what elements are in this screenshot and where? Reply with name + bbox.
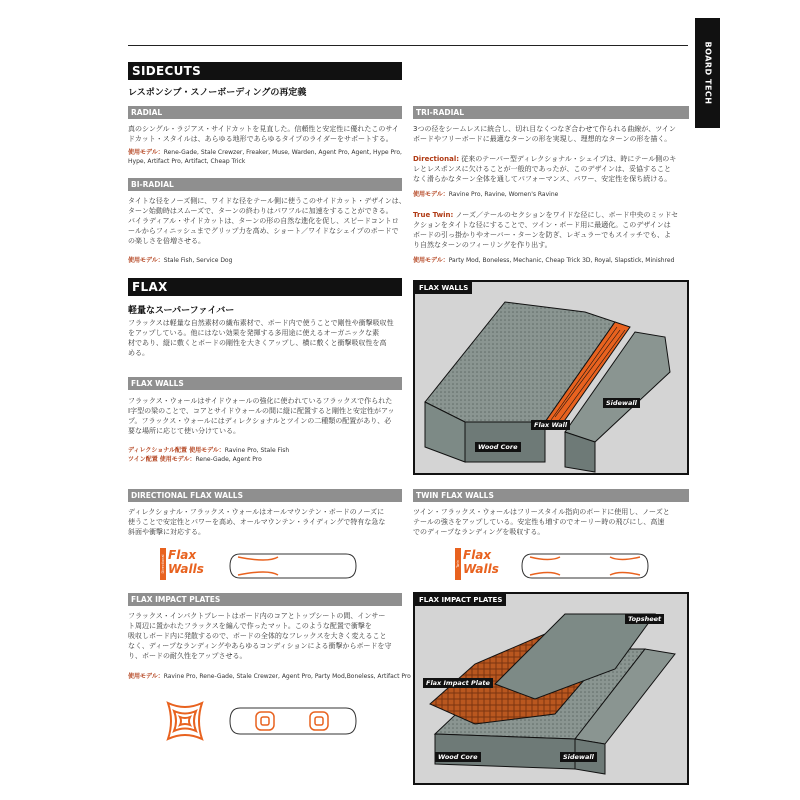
flax-header: FLAX bbox=[128, 278, 402, 296]
radial-text: 真のシングル・ラジアス・サイドカットを見直した。信頼性と安定性に優れたこのサイ ドカット・スタイルは、あらゆる地形であらゆるタイプのライダーをサポートする。 bbox=[128, 125, 399, 143]
radial-header: RADIAL bbox=[128, 106, 402, 119]
twin-flax-walls-logo: Twin Flax Walls bbox=[455, 548, 499, 580]
flax-impact-plates-header: FLAX IMPACT PLATES bbox=[128, 593, 402, 606]
bi-radial-models: 使用モデル：Stale Fish, Service Dog bbox=[128, 257, 233, 264]
radial-models: 使用モデル：Rene-Gade, Stale Crewzer, Freaker, Muse, Warden, Agent Pro, Agent, Hype Pro, Hype, Artifact Pro, Artifact, Cheap Trick bbox=[128, 149, 402, 165]
topsheet-callout: Topsheet bbox=[625, 614, 664, 624]
flax-impact-plates-diagram bbox=[413, 592, 689, 785]
flax-impact-plates-text: フラックス・インパクトプレートはボード内のコアとトップシートの間、インサー ト周辺に置かれたフラックスを編んで作ったマット。このような配置で衝撃を 吸収しボード内に発散するので、ボードの全体的なフレックスを大きく変えること なく、ディープなランディングやあらゆるコンディションによる衝撃からボードを守 り、ボードの耐久性をアップさせる。 bbox=[128, 612, 392, 660]
wood-core-callout-2: Wood Core bbox=[435, 752, 481, 762]
flax-text: フラックスは軽量な自然素材の繊布素材で、ボード内で使うことで剛性や衝撃吸収性 をアップしている。他にはない効果を発揮する多用途に使えるオーガニックな素 材であり、縦に敷くとボードの剛性を大きくアップし、横に敷くと衝撃吸収性を高 める。 bbox=[128, 319, 394, 357]
sidecuts-title: レスポンシブ・スノーボーディングの再定義 bbox=[128, 88, 307, 98]
flax-walls-header: FLAX WALLS bbox=[128, 377, 402, 390]
impact-plate-icon bbox=[160, 697, 210, 745]
directional-board-icon bbox=[228, 550, 358, 582]
true-twin-models: 使用モデル：Party Mod, Boneless, Mechanic, Cheap Trick 3D, Royal, Slapstick, Minishred bbox=[413, 257, 675, 264]
sidewall-callout: Sidewall bbox=[603, 398, 640, 408]
bi-radial-header: BI-RADIAL bbox=[128, 178, 402, 191]
flax-impact-plates-diagram-tag: FLAX IMPACT PLATES bbox=[415, 594, 506, 606]
tri-radial-header: TRI-RADIAL bbox=[413, 106, 689, 119]
true-twin-text: True Twin: ノーズ／テールのセクションをワイドな径にし、ボード中央のミッドセ クションをタイトな径にすることで、ツイン・ボード用に最適化。このデザインは ボードの引っ掛かりやオーバー・ターンを防ぎ、レギュラーでもスイッチでも、よ り自然なターンのフィーリングを作り出す。 bbox=[413, 211, 679, 249]
bi-radial-text: タイトな径をノーズ側に、ワイドな径をテール側に使うこのサイドカット・デザインは、 ターン始動時はスムーズで、ターンの終わりはパワフルに加速をすることができる。 バイラディアル・サイドカットは、ターンの形の自然な進化を促し、スピードコントロ ールからフィニッシュまでグリップ力を高め、ショート／ワイドなシェイプのボードで の楽しさを倍増させる。 bbox=[128, 197, 406, 245]
board-tech-tab bbox=[695, 18, 720, 128]
tri-radial-text: 3つの径をシームレスに統合し、切れ目なくつなぎ合わせて作られる曲線が、ツイン ボードやフリーボードに最適なターンの形を実現し、理想的なターンの形を描く。 bbox=[413, 125, 676, 143]
directional-models: 使用モデル：Ravine Pro, Ravine, Women's Ravine bbox=[413, 191, 559, 198]
wood-core-callout: Wood Core bbox=[475, 442, 521, 452]
board-tech-label: BOARD TECH bbox=[703, 41, 712, 105]
flax-walls-text: フラックス・ウォールはサイドウォールの強化に使われているフラックスで作られた I字型の梁のことで、コアとサイドウォールの間に縦に配置すると剛性と安定性がアッ プ。フラックス・ウォールにはディレクショナルとツインの二種類の配置があり、必 要な場所に応じて使い分けている。 bbox=[128, 397, 395, 435]
flax-title: 軽量なスーパーファイバー bbox=[128, 306, 235, 316]
directional-text: Directional: 従来のテーパー型ディレクショナル・シェイプは、時にテール側のキ レとレスポンスに欠けることが一般的であったが、このデザインは、妥協すること なく滑らかなターン全体を通してパフォーマンス、パワー、安定性を保ち続ける。 bbox=[413, 155, 677, 183]
flax-walls-diagram-tag: FLAX WALLS bbox=[415, 282, 472, 294]
flax-impact-plates-models: 使用モデル：Ravine Pro, Rene-Gade, Stale Crewzer, Agent Pro, Party Mod,Boneless, Artifact Pro bbox=[128, 673, 411, 680]
sidecuts-header: SIDECUTS bbox=[128, 62, 402, 80]
flax-wall-callout: Flax Wall bbox=[531, 420, 570, 430]
flax-impact-plate-callout: Flax Impact Plate bbox=[423, 678, 493, 688]
directional-flax-walls-text: ディレクショナル・フラックス・ウォールはオールマウンテン・ボードのノーズに 使うことで安定性とパワーを高め、オールマウンテン・ライディングで特有な急な 斜面や衝撃に対応する。 bbox=[128, 508, 386, 536]
flax-walls-illustration bbox=[415, 282, 687, 473]
twin-flax-walls-header: TWIN FLAX WALLS bbox=[413, 489, 689, 502]
flax-walls-diagram bbox=[413, 280, 689, 475]
sidewall-callout-2: Sidewall bbox=[560, 752, 597, 762]
twin-flax-walls-text: ツイン・フラックス・ウォールはフリースタイル指向のボードに使用し、ノーズと テールの強さをアップしている。安定性も増すのでオーリー時の飛びにし、高速 でのディープなランディングを吸収する。 bbox=[413, 508, 670, 536]
flax-walls-models: ディレクショナル配置 使用モデル：Ravine Pro, Stale Fish ツイン配置 使用モデル：Rene-Gade, Agent Pro bbox=[128, 447, 290, 463]
directional-flax-walls-header: DIRECTIONAL FLAX WALLS bbox=[128, 489, 402, 502]
impact-plate-board-icon bbox=[228, 704, 358, 738]
twin-board-icon bbox=[520, 550, 650, 582]
directional-flax-walls-logo: Directional Flax Walls bbox=[160, 548, 204, 580]
top-rule bbox=[128, 45, 688, 46]
